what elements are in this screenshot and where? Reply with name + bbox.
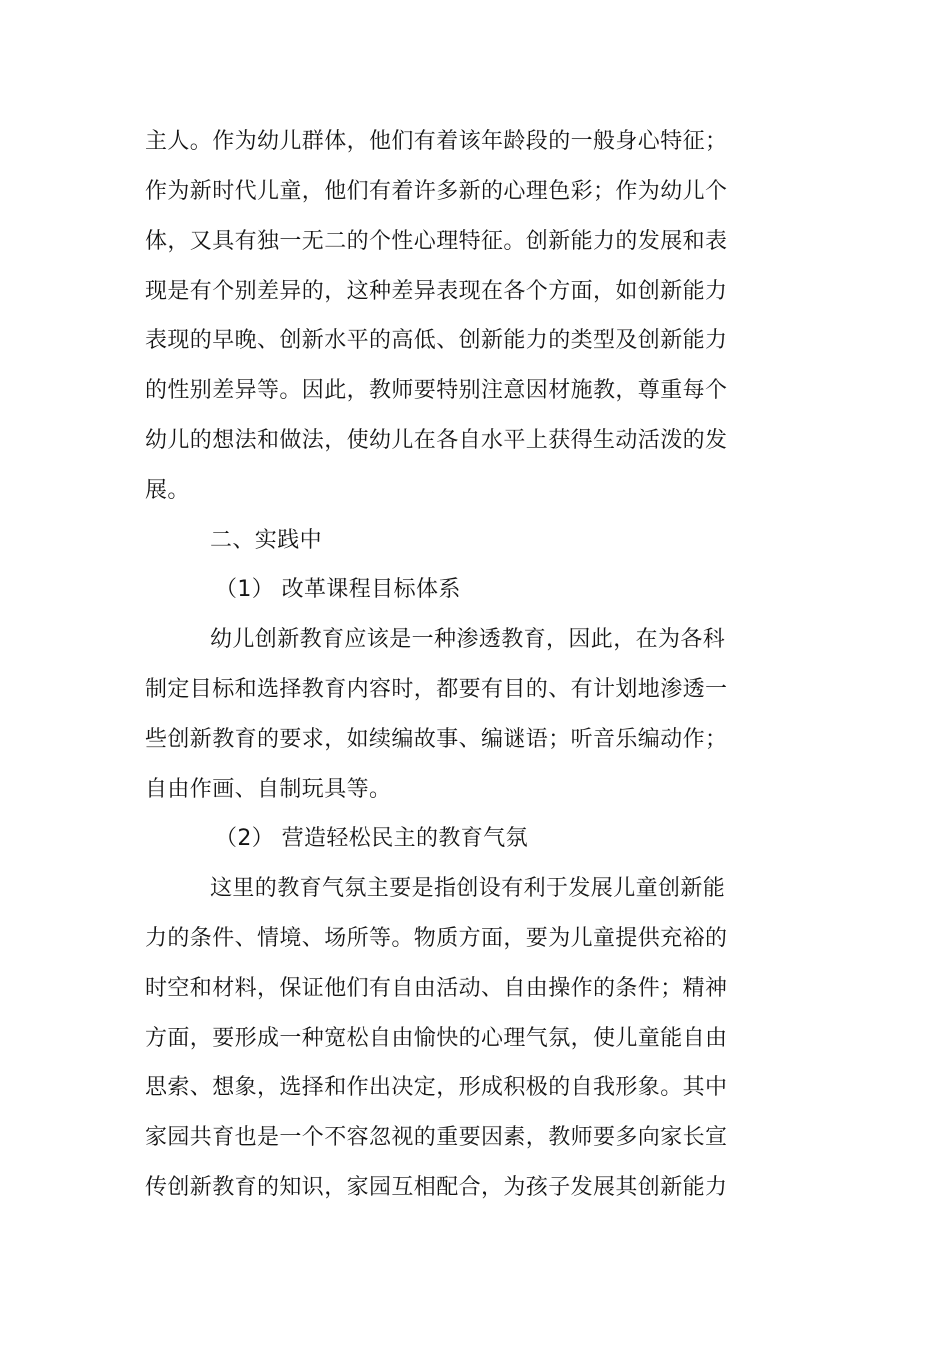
text-line: 力的条件、情境、场所等。物质方面，要为儿童提供充裕的 <box>145 926 728 951</box>
text-line: 现是有个别差异的，这种差异表现在各个方面，如创新能力 <box>145 279 728 304</box>
text-line: 时空和材料，保证他们有自由活动、自由操作的条件；精神 <box>145 976 728 1001</box>
subsection-heading: （2） 营造轻松民主的教育气氛 <box>215 826 528 851</box>
paragraph-first-line: 这里的教育气氛主要是指创设有利于发展儿童创新能 <box>210 876 726 901</box>
text-line: 主人。作为幼儿群体，他们有着该年龄段的一般身心特征； <box>145 129 728 154</box>
text-line: 自由作画、自制玩具等。 <box>145 777 392 802</box>
subsection-heading: （1） 改革课程目标体系 <box>215 577 461 602</box>
text-line: 表现的早晚、创新水平的高低、创新能力的类型及创新能力 <box>145 328 728 353</box>
text-line: 家园共育也是一个不容忽视的重要因素，教师要多向家长宣 <box>145 1125 728 1150</box>
text-line: 体，又具有独一无二的个性心理特征。创新能力的发展和表 <box>145 229 728 254</box>
text-line: 制定目标和选择教育内容时，都要有目的、有计划地渗透一 <box>145 677 728 702</box>
text-line: 的性别差异等。因此，教师要特别注意因材施教，尊重每个 <box>145 378 728 403</box>
text-line: 方面，要形成一种宽松自由愉快的心理气氛，使儿童能自由 <box>145 1026 728 1051</box>
text-line: 些创新教育的要求，如续编故事、编谜语；听音乐编动作； <box>145 727 728 752</box>
paragraph-first-line: 幼儿创新教育应该是一种渗透教育，因此，在为各科 <box>210 627 726 652</box>
section-heading: 二、实践中 <box>210 528 323 553</box>
text-line: 思索、想象，选择和作出决定，形成积极的自我形象。其中 <box>145 1075 728 1100</box>
text-line: 展。 <box>145 478 190 503</box>
text-line: 作为新时代儿童，他们有着许多新的心理色彩；作为幼儿个 <box>145 179 728 204</box>
text-line: 幼儿的想法和做法，使幼儿在各自水平上获得生动活泼的发 <box>145 428 728 453</box>
text-line: 传创新教育的知识，家园互相配合，为孩子发展其创新能力 <box>145 1175 728 1200</box>
